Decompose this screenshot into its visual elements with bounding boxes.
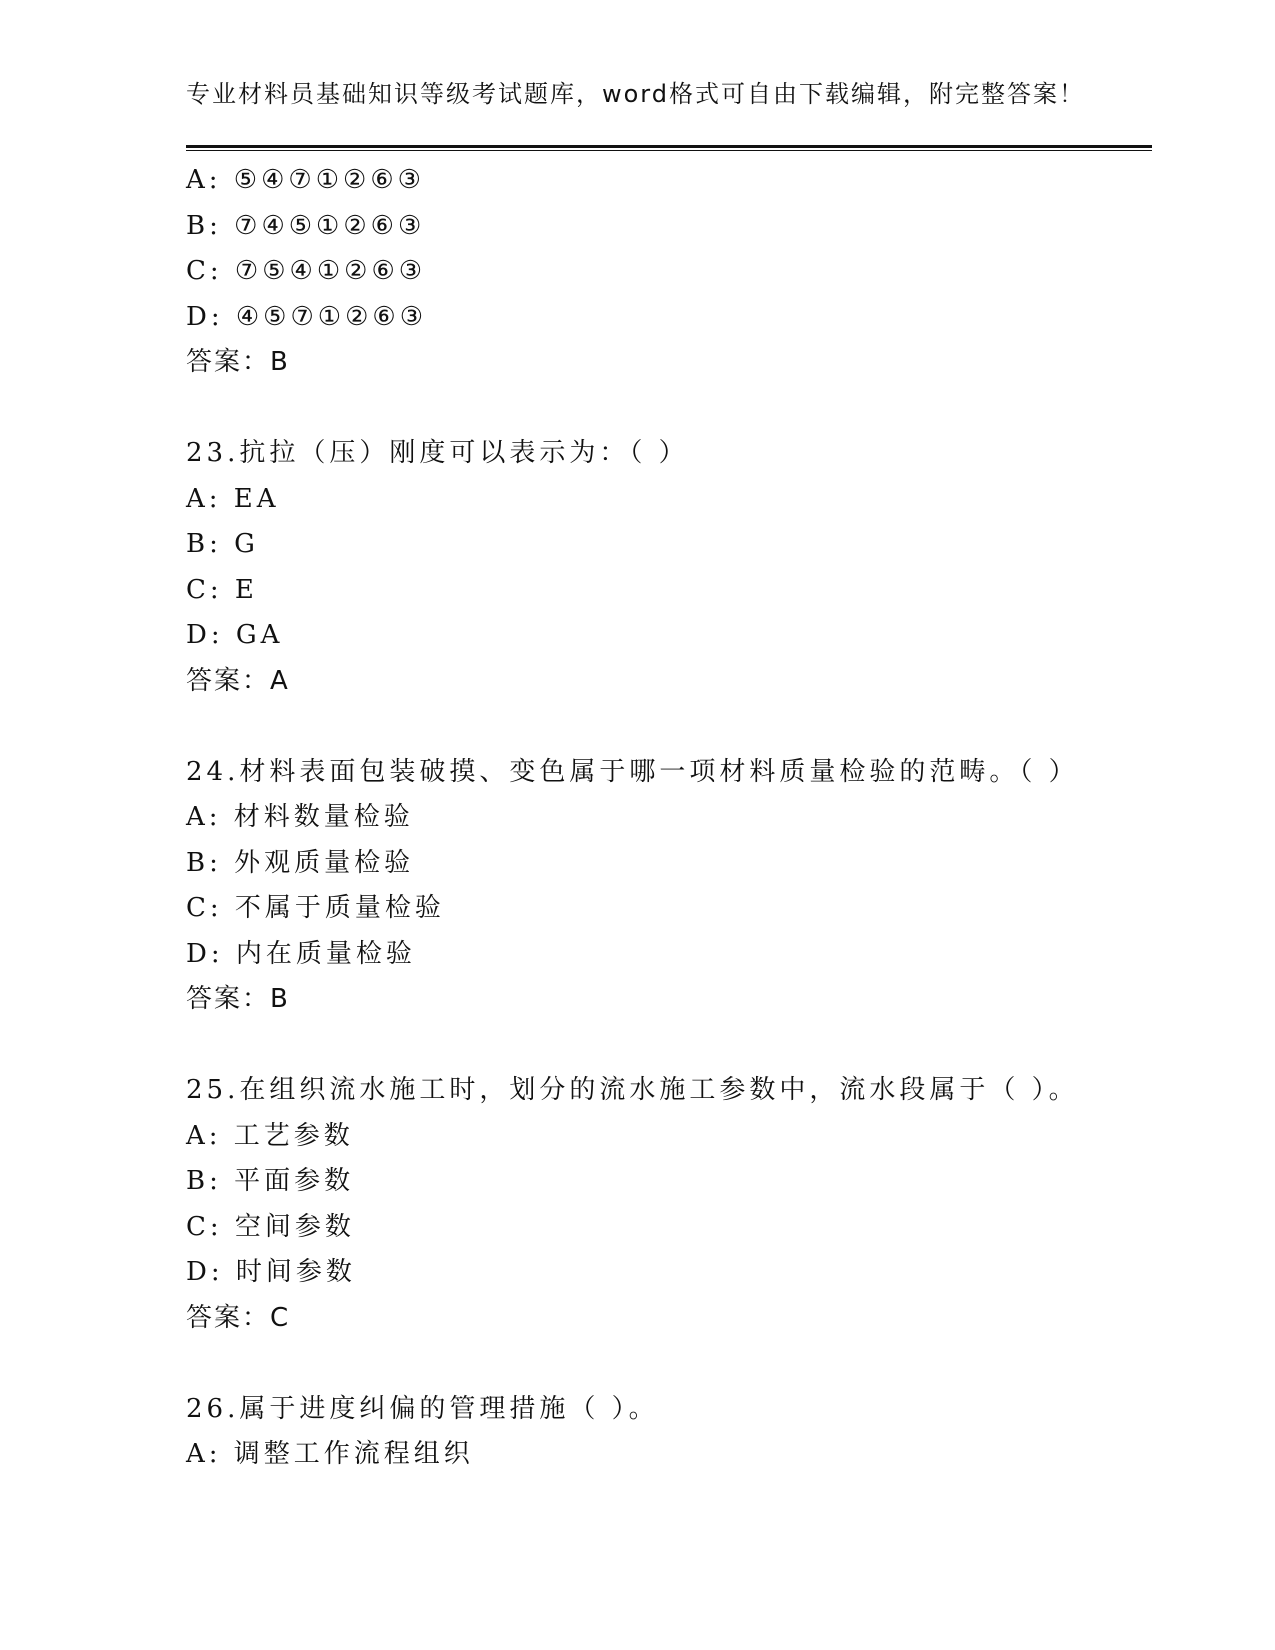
spacer: [186, 704, 1152, 750]
q22-option-d: D: ④⑤⑦①②⑥③: [186, 301, 428, 332]
q25-answer: 答案：C: [186, 1302, 291, 1333]
q24-option-d: D: 内在质量检验: [186, 938, 416, 969]
q24-stem: 24.材料表面包装破摸、变色属于哪一项材料质量检验的范畴。（ ）: [186, 756, 1079, 787]
spacer: [186, 1341, 1152, 1387]
q22-option-b: B: ⑦④⑤①②⑥③: [186, 210, 426, 241]
q26-option-a: A: 调整工作流程组织: [186, 1439, 474, 1469]
q22-option-a: A: ⑤④⑦①②⑥③: [186, 165, 425, 195]
q23-option-c: C: E: [186, 574, 258, 605]
header-rule-thin: [186, 150, 1152, 151]
q25-option-a: A: 工艺参数: [186, 1120, 354, 1151]
spacer: [186, 1023, 1152, 1069]
q23-stem: 23.抗拉（压）刚度可以表示为：（ ）: [186, 438, 689, 468]
q25-option-b: B: 平面参数: [186, 1166, 355, 1196]
q23-option-a: A: EA: [186, 483, 280, 514]
page-header: 专业材料员基础知识等级考试题库，word格式可自由下载编辑，附完整答案！: [186, 80, 1085, 108]
q24-option-b: B: 外观质量检验: [186, 847, 415, 878]
q24-option-c: C: 不属于质量检验: [186, 893, 445, 923]
q22-answer: 答案：B: [186, 347, 290, 377]
header-rule-thick: [186, 145, 1152, 148]
q23-option-d: D: GA: [186, 620, 284, 650]
q25-option-c: C: 空间参数: [186, 1211, 355, 1242]
q23-option-b: B: G: [186, 529, 259, 559]
q24-answer: 答案：B: [186, 984, 290, 1014]
q26-stem: 26.属于进度纠偏的管理措施（ ）。: [186, 1393, 659, 1424]
q23-answer: 答案：A: [186, 665, 290, 696]
question-list: [186, 158, 1152, 1478]
q25-option-d: D: 时间参数: [186, 1257, 356, 1287]
q22-option-c: C: ⑦⑤④①②⑥③: [186, 256, 427, 286]
spacer: [186, 386, 1152, 432]
q25-stem: 25.在组织流水施工时，划分的流水施工参数中，流水段属于（ ）。: [186, 1075, 1079, 1105]
q24-option-a: A: 材料数量检验: [186, 802, 414, 832]
